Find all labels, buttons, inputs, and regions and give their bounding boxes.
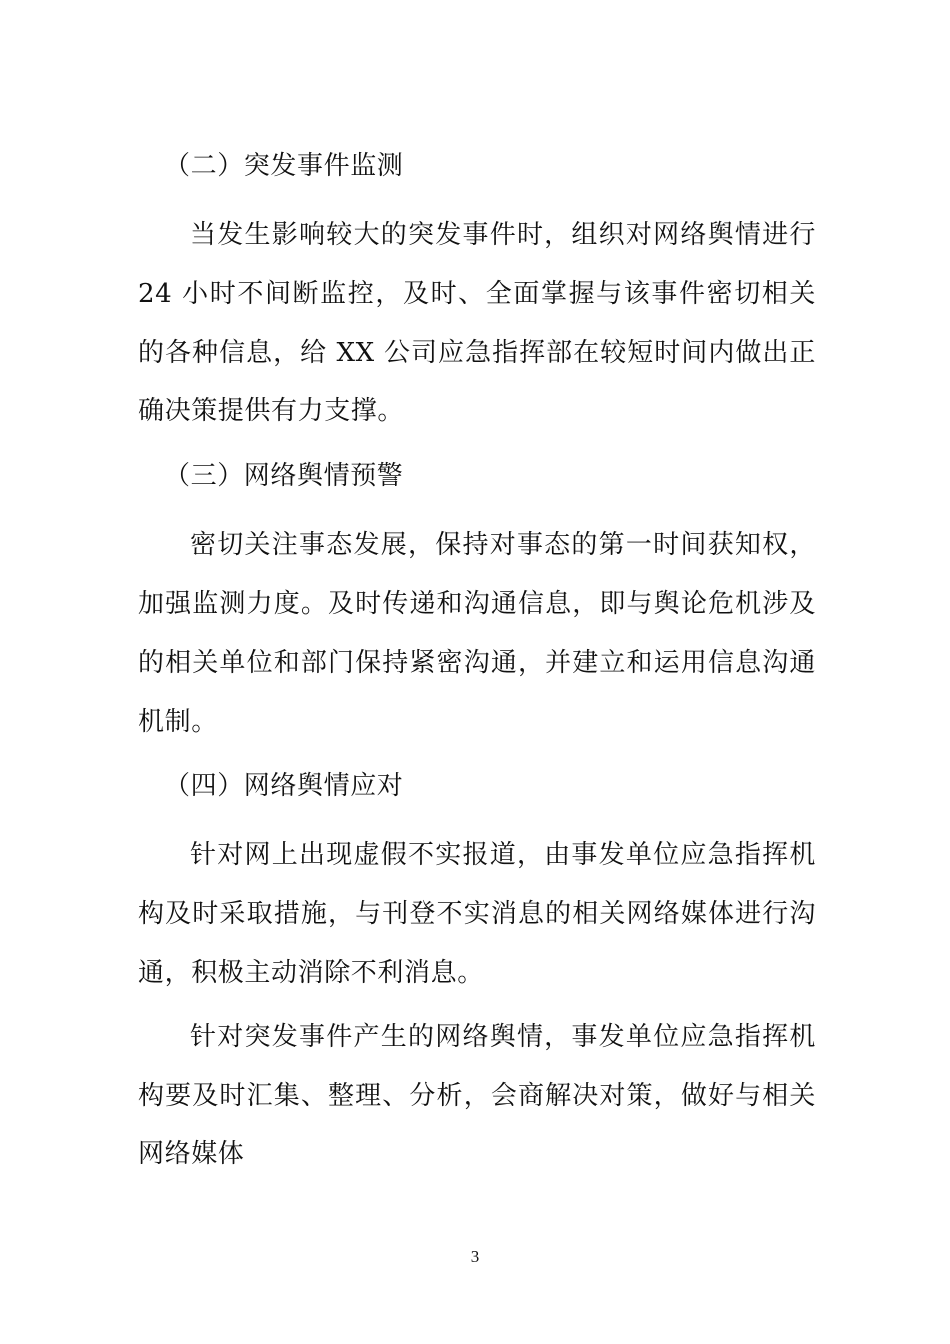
page-number: 3 bbox=[470, 1247, 480, 1266]
paragraph-early-warning: 密切关注事态发展，保持对事态的第一时间获知权，加强监测力度。及时传递和沟通信息，即与舆论危机涉及的相关单位和部门保持紧密沟通，并建立和运用信息沟通机制。 bbox=[138, 530, 816, 737]
section-heading-2: （二）突发事件监测 bbox=[164, 151, 404, 181]
document-body bbox=[138, 136, 825, 1189]
section-heading-4: （四）网络舆情应对 bbox=[164, 771, 404, 802]
paragraph-response-emergency-opinion: 针对突发事件产生的网络舆情，事发单位应急指挥机构要及时汇集、整理、分析，会商解决对策，做好与相关网络媒体 bbox=[138, 1021, 816, 1170]
section-heading-3: （三）网络舆情预警 bbox=[164, 461, 404, 492]
paragraph-response-false-reports: 针对网上出现虚假不实报道，由事发单位应急指挥机构及时采取措施，与刊登不实消息的相关网络媒体进行沟通，积极主动消除不利消息。 bbox=[138, 840, 816, 988]
paragraph-emergency-monitoring: 当发生影响较大的突发事件时，组织对网络舆情进行 24 小时不间断监控，及时、全面掌握与该事件密切相关的各种信息，给 XX 公司应急指挥部在较短时间内做出正确决策提供有力支撑。 bbox=[138, 220, 825, 427]
